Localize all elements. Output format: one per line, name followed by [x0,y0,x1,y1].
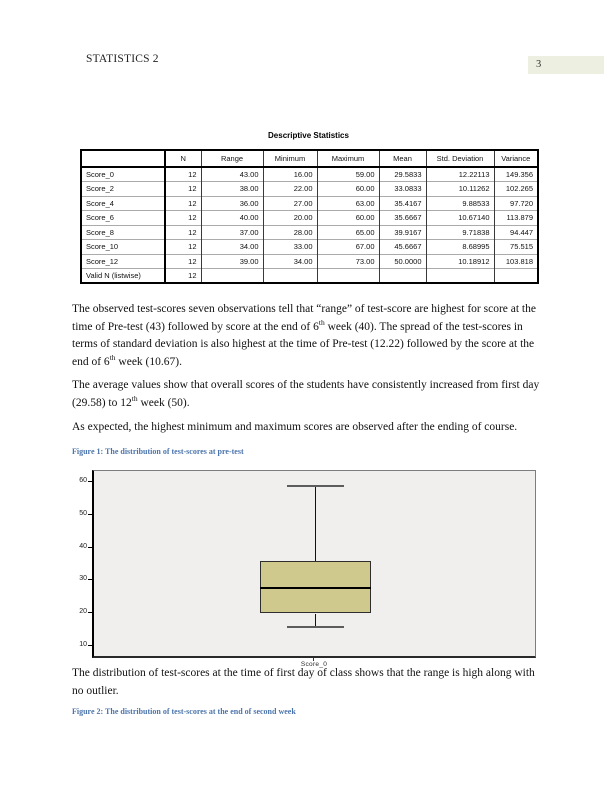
table-cell: 12.22113 [426,167,494,182]
table-cell: 22.00 [263,182,317,197]
table-cell [317,269,379,284]
table-cell: 40.00 [201,211,263,226]
table-cell: Score_8 [81,225,165,240]
table-row [81,167,538,182]
table-cell: Score_0 [81,167,165,182]
table-cell: 60.00 [317,211,379,226]
table-cell: Score_10 [81,240,165,255]
table-cell: 9.71838 [426,225,494,240]
column-header: Range [201,150,263,167]
table-cell: 12 [165,254,201,269]
table-row [81,269,538,284]
table-cell: 16.00 [263,167,317,182]
table-cell: 75.515 [494,240,538,255]
table-cell: 39.00 [201,254,263,269]
table-row [81,182,538,197]
table-cell: 12 [165,211,201,226]
table-cell: 45.6667 [379,240,426,255]
table-cell [263,269,317,284]
table-cell: 33.00 [263,240,317,255]
table-cell: 27.00 [263,196,317,211]
table-cell: 97.720 [494,196,538,211]
table-cell: 65.00 [317,225,379,240]
table-cell: Score_2 [81,182,165,197]
table-cell: 8.68995 [426,240,494,255]
y-tick-mark [88,481,92,482]
table-body [81,167,538,283]
table-cell: 12 [165,240,201,255]
table-row [81,254,538,269]
y-tick-label: 50 [79,509,87,517]
table-cell: 10.18912 [426,254,494,269]
y-tick-mark [88,612,92,613]
table-cell: 12 [165,269,201,284]
table-cell: 113.879 [494,211,538,226]
table-cell: 35.4167 [379,196,426,211]
table-cell: 10.67140 [426,211,494,226]
table-cell: 34.00 [201,240,263,255]
table-cell: 59.00 [317,167,379,182]
table-header [81,150,538,167]
table-cell: 12 [165,167,201,182]
table-cell [201,269,263,284]
page-number: 3 [536,59,542,70]
table-cell: 102.265 [494,182,538,197]
paragraph-distribution-comment: The distribution of test-scores at the time of first day of class shows that the range is high along with no outlier. [72,667,535,697]
table-cell: 35.6667 [379,211,426,226]
table-cell: 37.00 [201,225,263,240]
table-cell: 36.00 [201,196,263,211]
lower-whisker-cap [287,626,344,628]
table-row [81,211,538,226]
figure1-caption: Figure 1: The distribution of test-scores at pre-test [72,447,244,456]
x-axis-label: Score_0 [300,661,328,668]
table-cell: 12 [165,196,201,211]
y-tick-mark [88,514,92,515]
column-header: Std. Deviation [426,150,494,167]
table-cell [379,269,426,284]
paragraph-range-discussion: The observed test-scores seven observations tell that “range” of test-score are highest for score at the time of Pre-test (43) followed by score at the end of 6th week (40). The spread of the test-scores in terms of standard deviation is also highest at the time of Pre-test (12.22) followed by the score at the end of 6th week (10.67). [72,303,536,368]
table-cell: 63.00 [317,196,379,211]
table-cell: 28.00 [263,225,317,240]
table-cell [494,269,538,284]
table-cell: 50.0000 [379,254,426,269]
table-cell: 38.00 [201,182,263,197]
table-cell: 39.9167 [379,225,426,240]
table-cell: Score_4 [81,196,165,211]
table-cell: 29.5833 [379,167,426,182]
table-cell [426,269,494,284]
column-header: Minimum [263,150,317,167]
table-cell: Score_12 [81,254,165,269]
y-tick-label: 30 [79,575,87,583]
y-tick-label: 10 [79,641,87,648]
table-cell: 149.356 [494,167,538,182]
table-cell: Valid N (listwise) [81,269,165,284]
column-header: Variance [494,150,538,167]
figure2-caption: Figure 2: The distribution of test-scores at the end of second week [72,707,296,716]
table-cell: 94.447 [494,225,538,240]
table-cell: 10.11262 [426,182,494,197]
table-cell: 12 [165,182,201,197]
table-cell: 9.88533 [426,196,494,211]
paragraph-average-values: The average values show that overall scores of the students have consistently increased from first day (29.58) to 12th week (50). [72,379,540,409]
table-cell: 20.00 [263,211,317,226]
table-cell: 73.00 [317,254,379,269]
table-cell: 33.0833 [379,182,426,197]
table-cell: 34.00 [263,254,317,269]
table-row [81,240,538,255]
table-cell: 60.00 [317,182,379,197]
descriptive-statistics-table [80,149,539,284]
upper-whisker-cap [287,485,344,487]
paragraph-min-max: As expected, the highest minimum and maximum scores are observed after the ending of course. [72,421,518,433]
table-cell: 103.818 [494,254,538,269]
y-tick-label: 40 [79,542,87,550]
table-cell: Score_6 [81,211,165,226]
table-row [81,196,538,211]
table-row [81,225,538,240]
column-header: N [165,150,201,167]
table-cell: 43.00 [201,167,263,182]
y-tick-mark [88,579,92,580]
upper-whisker [315,485,316,560]
page-number-box [528,56,604,74]
boxplot-figure [72,470,540,670]
median-line [260,587,371,589]
running-head: STATISTICS 2 [86,53,159,65]
plot-area [92,470,536,658]
column-header [81,150,165,167]
y-tick-mark [88,645,92,646]
column-header: Mean [379,150,426,167]
column-header: Maximum [317,150,379,167]
x-tick-mark [313,658,314,661]
table-cell: 67.00 [317,240,379,255]
lower-whisker [315,614,316,626]
table-cell: 12 [165,225,201,240]
y-tick-label: 20 [79,608,87,616]
table-header-row [81,150,538,167]
y-tick-mark [88,547,92,548]
table-title: Descriptive Statistics [268,131,349,140]
y-tick-label: 60 [79,477,87,484]
